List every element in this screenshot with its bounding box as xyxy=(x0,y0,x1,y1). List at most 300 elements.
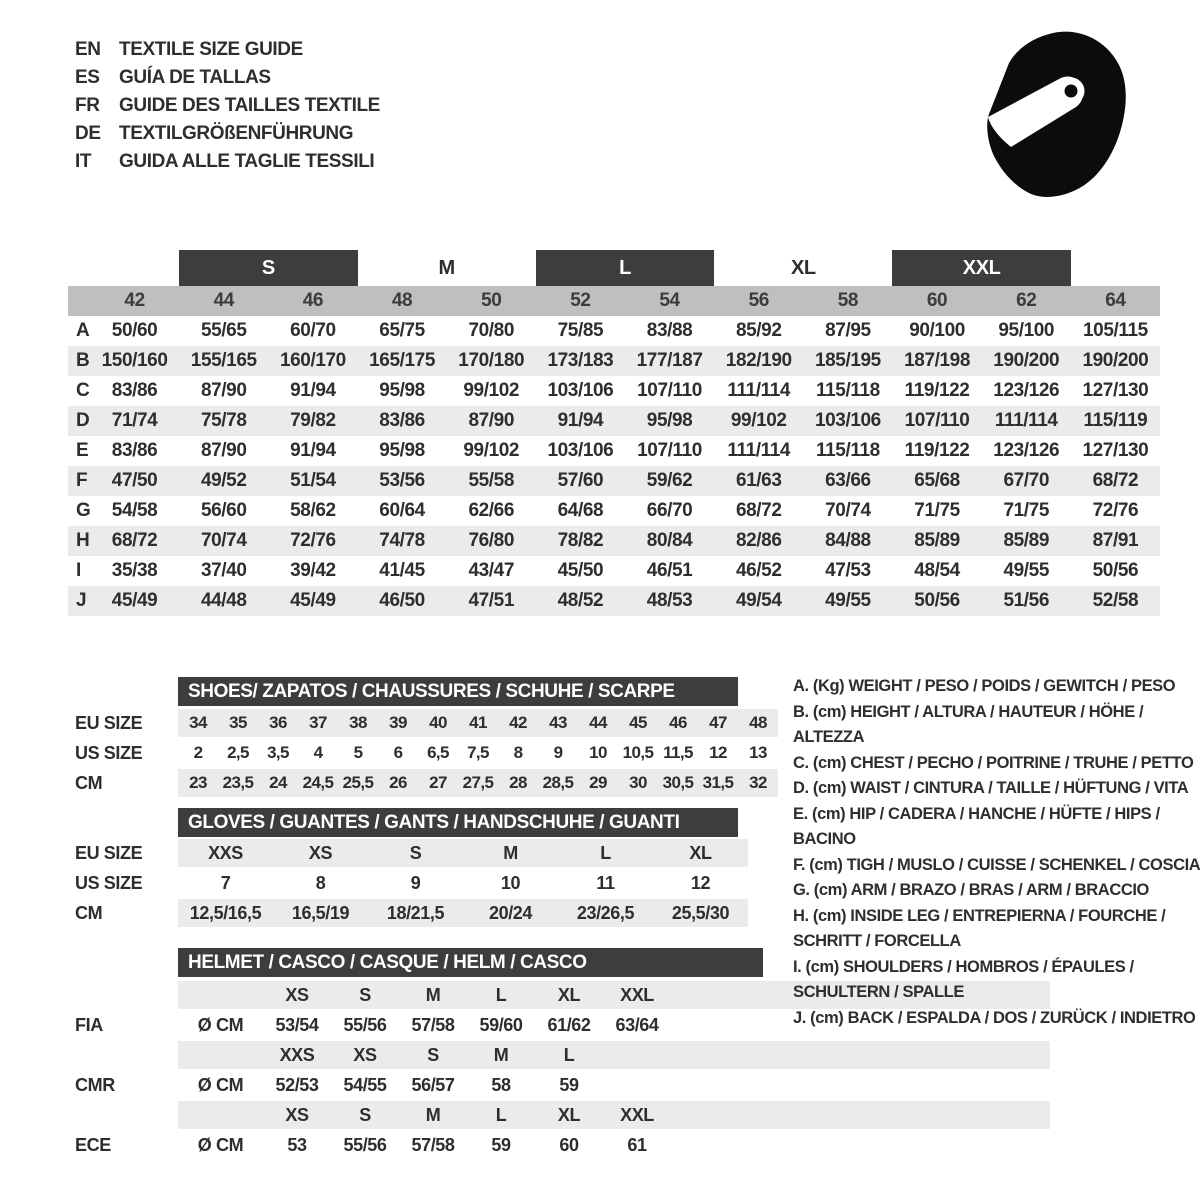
value-cell: 48/52 xyxy=(557,590,604,611)
measurement-legend xyxy=(793,674,1200,1031)
value-cell: 70/80 xyxy=(468,320,515,341)
value-cell: 32 xyxy=(749,773,767,792)
value-cell: 6 xyxy=(393,743,403,762)
value-cell: 71/74 xyxy=(111,410,158,431)
measure-row-c xyxy=(68,376,1160,406)
value-cell: XL xyxy=(689,842,712,863)
row-band xyxy=(178,1071,1050,1099)
value-cell: XS xyxy=(308,842,333,863)
value-cell: 10,5 xyxy=(622,743,654,762)
value-cell: M xyxy=(493,1044,509,1065)
diameter-label: Ø CM xyxy=(197,1014,244,1035)
value-cell: 46/50 xyxy=(379,590,425,611)
value-cell: 61 xyxy=(627,1134,647,1155)
helmet-section-title: HELMET / CASCO / CASQUE / HELM / CASCO xyxy=(178,948,763,977)
language-code: DE xyxy=(75,123,101,144)
value-cell: 52/53 xyxy=(275,1074,319,1095)
standard-label xyxy=(68,1040,178,1070)
language-title: GUIDE DES TAILLES TEXTILE xyxy=(119,95,380,116)
row-label: CM xyxy=(75,772,103,793)
value-cell: 84/88 xyxy=(825,530,871,551)
value-cell: 46/52 xyxy=(735,560,782,581)
value-cell xyxy=(603,1041,671,1069)
value-cell: 24 xyxy=(269,773,287,792)
value-cell: 68/72 xyxy=(111,530,158,551)
value-cell: 38 xyxy=(349,713,367,732)
value-cell: 190/200 xyxy=(993,350,1060,371)
value-cell: 25,5/30 xyxy=(671,902,730,923)
value-cell: 59 xyxy=(491,1134,511,1155)
value-cell: 71/75 xyxy=(1003,500,1050,521)
size-number: 64 xyxy=(1105,290,1126,311)
legend-item: D. (cm) WAIST / CINTURA / TAILLE / HÜFTUNG / VITA xyxy=(793,779,1189,797)
value-cell: 105/115 xyxy=(1082,320,1148,341)
value-cell: 60/64 xyxy=(379,500,425,521)
size-group-s: S xyxy=(179,250,357,286)
racing-helmet-icon xyxy=(975,25,1135,210)
value-cell: 59/62 xyxy=(646,470,693,491)
language-row xyxy=(75,92,380,120)
value-cell: 8 xyxy=(513,743,523,762)
value-cell: 47/51 xyxy=(468,590,515,611)
value-cell: 58 xyxy=(491,1074,511,1095)
legend-item: F. (cm) TIGH / MUSLO / CUISSE / SCHENKEL / COSCIA xyxy=(793,855,1200,874)
shoes-row xyxy=(68,768,778,798)
value-cell: 26 xyxy=(389,773,407,792)
measure-row-e xyxy=(68,436,1160,466)
language-title: GUÍA DE TALLAS xyxy=(119,67,271,88)
diameter-label xyxy=(178,1101,263,1129)
value-cell: XS xyxy=(285,984,309,1005)
value-cell: 103/106 xyxy=(547,440,614,461)
row-label: US SIZE xyxy=(75,742,143,763)
language-row xyxy=(75,120,380,148)
value-cell: 49/52 xyxy=(200,470,247,491)
value-cell: 44 xyxy=(589,713,607,732)
value-cell: 103/106 xyxy=(814,410,881,431)
value-cell: 51/54 xyxy=(290,470,336,491)
value-cell: 50/60 xyxy=(111,320,158,341)
measure-row-b xyxy=(68,346,1160,376)
row-band xyxy=(178,739,778,767)
value-cell: 61/63 xyxy=(735,470,782,491)
legend-item: B. (cm) HEIGHT / ALTURA / HAUTEUR / HÖHE / ALTEZZA xyxy=(793,702,1144,746)
value-cell: XXS xyxy=(279,1044,315,1065)
value-cell: 119/122 xyxy=(904,440,970,461)
value-cell: 57/60 xyxy=(557,470,604,491)
value-cell: 13 xyxy=(749,743,767,762)
value-cell: 20/24 xyxy=(488,902,533,923)
value-cell: 9 xyxy=(553,743,563,762)
value-cell: 90/100 xyxy=(909,320,965,341)
value-cell: 23 xyxy=(189,773,207,792)
language-code: FR xyxy=(75,95,100,116)
value-cell: 95/100 xyxy=(998,320,1055,341)
row-letter: G xyxy=(76,500,91,521)
gloves-row xyxy=(68,838,748,868)
size-number: 46 xyxy=(302,290,324,311)
helmet-row xyxy=(68,1100,1050,1130)
value-cell: 71/75 xyxy=(914,500,960,521)
value-cell: 55/65 xyxy=(200,320,247,341)
value-cell: L xyxy=(495,1104,507,1125)
value-cell: 23/26,5 xyxy=(576,902,635,923)
value-cell: 70/74 xyxy=(200,530,247,551)
value-cell: 45/49 xyxy=(290,590,336,611)
value-cell: 78/82 xyxy=(557,530,604,551)
value-cell: 5 xyxy=(353,743,363,762)
value-cell: 187/198 xyxy=(904,350,971,371)
helmet-row xyxy=(68,1130,1050,1160)
value-cell: 55/56 xyxy=(343,1014,387,1035)
value-cell: XS xyxy=(353,1044,377,1065)
value-cell: 91/94 xyxy=(290,440,336,461)
size-group-xl: XL xyxy=(790,256,816,279)
value-cell: M xyxy=(425,1104,441,1125)
value-cell: 190/200 xyxy=(1082,350,1149,371)
size-number: 62 xyxy=(1016,290,1037,311)
value-cell: 6,5 xyxy=(427,743,449,762)
value-cell: 95/98 xyxy=(379,440,425,461)
value-cell: 67/70 xyxy=(1003,470,1050,491)
diameter-label: Ø CM xyxy=(197,1134,244,1155)
value-cell: 82/86 xyxy=(735,530,782,551)
value-cell: 75/85 xyxy=(557,320,604,341)
value-cell: 48/54 xyxy=(914,560,960,581)
value-cell: 42 xyxy=(509,713,527,732)
value-cell: 60 xyxy=(559,1134,579,1155)
value-cell: 47/50 xyxy=(111,470,158,491)
value-cell: 70/74 xyxy=(825,500,871,521)
value-cell: 18/21,5 xyxy=(386,902,445,923)
value-cell: 48/53 xyxy=(646,590,693,611)
value-cell: 29 xyxy=(589,773,607,792)
value-cell: 63/64 xyxy=(615,1014,659,1035)
value-cell: 115/118 xyxy=(816,440,880,461)
value-cell: 80/84 xyxy=(646,530,693,551)
value-cell: 119/122 xyxy=(904,380,970,401)
value-cell: 56/57 xyxy=(411,1074,455,1095)
row-letter: J xyxy=(76,590,87,611)
value-cell: 87/90 xyxy=(200,440,247,461)
measure-row-f xyxy=(68,466,1160,496)
value-cell: M xyxy=(425,984,441,1005)
row-label: CM xyxy=(75,902,103,923)
value-cell: 8 xyxy=(315,872,326,893)
legend-item: H. (cm) INSIDE LEG / ENTREPIERNA / FOURCHE / SCHRITT / FORCELLA xyxy=(793,906,1166,950)
value-cell: 54/55 xyxy=(343,1074,387,1095)
value-cell: 43 xyxy=(549,713,567,732)
value-cell: 34 xyxy=(189,713,207,732)
value-cell: 55/56 xyxy=(343,1134,387,1155)
shoes-row xyxy=(68,708,778,738)
gloves-row xyxy=(68,898,748,928)
language-row xyxy=(75,148,380,176)
value-cell: 37 xyxy=(309,713,327,732)
row-letter: C xyxy=(76,380,90,401)
value-cell: XL xyxy=(557,1104,581,1125)
size-number: 50 xyxy=(481,290,502,311)
size-number: 60 xyxy=(926,290,948,311)
value-cell: 63/66 xyxy=(825,470,871,491)
value-cell: 49/54 xyxy=(735,590,782,611)
value-cell: 16,5/19 xyxy=(291,902,350,923)
value-cell: 11,5 xyxy=(663,743,693,762)
value-cell: 28 xyxy=(509,773,527,792)
row-letter: E xyxy=(76,440,89,461)
row-band xyxy=(178,899,748,927)
value-cell: 91/94 xyxy=(290,380,336,401)
standard-label xyxy=(68,1100,178,1130)
value-cell: 107/110 xyxy=(637,380,702,401)
value-cell: 37/40 xyxy=(200,560,247,581)
row-letter: F xyxy=(76,470,88,491)
value-cell: 68/72 xyxy=(735,500,782,521)
row-letter: I xyxy=(76,560,81,581)
row-band xyxy=(178,1101,1050,1129)
row-letter: H xyxy=(76,530,90,551)
value-cell: 83/86 xyxy=(379,410,425,431)
size-group-m: M xyxy=(438,256,455,279)
value-cell: 35/38 xyxy=(111,560,158,581)
value-cell: 52/58 xyxy=(1092,590,1139,611)
size-number: 42 xyxy=(124,290,145,311)
size-number: 52 xyxy=(570,290,591,311)
size-number: 58 xyxy=(837,290,859,311)
row-label: EU SIZE xyxy=(75,842,143,863)
value-cell: 59/60 xyxy=(479,1014,523,1035)
value-cell: 85/92 xyxy=(735,320,782,341)
value-cell: 49/55 xyxy=(1003,560,1050,581)
size-group-xxl: XXL xyxy=(892,250,1070,286)
value-cell: 27,5 xyxy=(462,773,494,792)
value-cell: XXL xyxy=(620,1104,654,1125)
value-cell: 83/86 xyxy=(111,380,158,401)
language-code: IT xyxy=(75,151,92,172)
value-cell: 41/45 xyxy=(379,560,425,581)
value-cell: 72/76 xyxy=(290,530,336,551)
measure-row-h xyxy=(68,526,1160,556)
value-cell: 87/90 xyxy=(468,410,515,431)
row-band xyxy=(178,839,748,867)
diameter-label: Ø CM xyxy=(197,1074,244,1095)
language-title: TEXTILGRÖßENFÜHRUNG xyxy=(119,123,354,144)
value-cell: 65/68 xyxy=(914,470,960,491)
size-group-header xyxy=(68,250,1160,286)
legend-item: J. (cm) BACK / ESPALDA / DOS / ZURÜCK / INDIETRO xyxy=(793,1008,1196,1027)
value-cell: 46/51 xyxy=(646,560,693,581)
helmet-row xyxy=(68,1070,1050,1100)
value-cell: 185/195 xyxy=(814,350,881,371)
value-cell: 41 xyxy=(469,713,487,732)
measurement-table xyxy=(68,316,1160,616)
measure-row-i xyxy=(68,556,1160,586)
standard-label: CMR xyxy=(75,1074,115,1095)
value-cell: 76/80 xyxy=(468,530,515,551)
value-cell: 87/95 xyxy=(825,320,871,341)
gloves-section-title: GLOVES / GUANTES / GANTS / HANDSCHUHE / GUANTI xyxy=(178,808,738,837)
value-cell: 40 xyxy=(429,713,447,732)
value-cell: 7,5 xyxy=(467,743,489,762)
value-cell: 99/102 xyxy=(730,410,787,431)
value-cell: 165/175 xyxy=(369,350,436,371)
value-cell: 57/58 xyxy=(411,1134,455,1155)
value-cell: 39 xyxy=(389,713,407,732)
value-cell: 2 xyxy=(193,743,203,762)
value-cell: 99/102 xyxy=(463,380,520,401)
value-cell: 177/187 xyxy=(636,350,703,371)
value-cell: 173/183 xyxy=(547,350,614,371)
value-cell: 30 xyxy=(629,773,647,792)
value-cell: 47 xyxy=(709,713,727,732)
shoes-section-title: SHOES/ ZAPATOS / CHAUSSURES / SCHUHE / SCARPE xyxy=(178,677,738,706)
diameter-label xyxy=(178,1041,263,1069)
value-cell xyxy=(603,1071,671,1099)
measure-row-j xyxy=(68,586,1160,616)
language-title: GUIDA ALLE TAGLIE TESSILI xyxy=(119,151,375,172)
value-cell: 24,5 xyxy=(302,773,334,792)
row-band xyxy=(178,769,778,797)
size-number: 44 xyxy=(213,290,234,311)
row-letter: A xyxy=(76,320,90,341)
row-band xyxy=(178,869,748,897)
value-cell: 55/58 xyxy=(468,470,515,491)
value-cell: 44/48 xyxy=(200,590,247,611)
value-cell: 23,5 xyxy=(222,773,254,792)
row-band xyxy=(178,1041,1050,1069)
value-cell: 111/114 xyxy=(727,440,791,461)
value-cell: 170/180 xyxy=(458,350,525,371)
value-cell: 103/106 xyxy=(547,380,614,401)
row-band xyxy=(178,709,778,737)
value-cell: 85/89 xyxy=(1003,530,1050,551)
value-cell: S xyxy=(359,984,371,1005)
value-cell: 53 xyxy=(287,1134,307,1155)
gloves-table xyxy=(68,838,748,928)
legend-item: A. (Kg) WEIGHT / PESO / POIDS / GEWITCH / PESO xyxy=(793,677,1176,695)
value-cell: 59 xyxy=(559,1074,579,1095)
value-cell: 30,5 xyxy=(662,773,694,792)
value-cell: 12 xyxy=(709,743,727,762)
value-cell: 182/190 xyxy=(725,350,792,371)
helmet-row xyxy=(68,1040,1050,1070)
legend-item: I. (cm) SHOULDERS / HOMBROS / ÉPAULES / SCHULTERN / SPALLE xyxy=(793,957,1134,1001)
value-cell: L xyxy=(600,842,611,863)
value-cell: 53/56 xyxy=(379,470,425,491)
value-cell: 99/102 xyxy=(463,440,520,461)
value-cell: 123/126 xyxy=(993,380,1060,401)
gloves-row xyxy=(68,868,748,898)
row-label: EU SIZE xyxy=(75,712,143,733)
value-cell: 115/118 xyxy=(816,380,880,401)
value-cell: 54/58 xyxy=(111,500,158,521)
value-cell: M xyxy=(503,842,518,863)
value-cell: 45/50 xyxy=(557,560,604,581)
value-cell: 49/55 xyxy=(825,590,871,611)
language-code: EN xyxy=(75,39,101,60)
value-cell: XS xyxy=(285,1104,309,1125)
language-title-list xyxy=(75,36,380,176)
value-cell: 3,5 xyxy=(267,743,289,762)
value-cell: 62/66 xyxy=(468,500,515,521)
value-cell: 83/86 xyxy=(111,440,158,461)
value-cell: 28,5 xyxy=(542,773,574,792)
value-cell: 111/114 xyxy=(994,410,1058,431)
value-cell: 66/70 xyxy=(646,500,693,521)
standard-label xyxy=(68,980,178,1010)
size-number: 54 xyxy=(659,290,680,311)
language-code: ES xyxy=(75,67,100,88)
legend-item: G. (cm) ARM / BRAZO / BRAS / ARM / BRACCIO xyxy=(793,881,1149,899)
legend-item: E. (cm) HIP / CADERA / HANCHE / HÜFTE / HIPS / BACINO xyxy=(793,804,1160,848)
value-cell: 25,5 xyxy=(342,773,374,792)
measure-row-a xyxy=(68,316,1160,346)
value-cell: S xyxy=(409,842,422,863)
value-cell: 50/56 xyxy=(1092,560,1139,581)
size-number: 48 xyxy=(391,290,413,311)
value-cell: 9 xyxy=(410,872,421,893)
value-cell: 12 xyxy=(690,872,711,893)
measure-row-d xyxy=(68,406,1160,436)
value-cell: 91/94 xyxy=(557,410,604,431)
value-cell: 51/56 xyxy=(1003,590,1050,611)
value-cell: 46 xyxy=(669,713,687,732)
value-cell: 47/53 xyxy=(825,560,871,581)
value-cell: L xyxy=(563,1044,575,1065)
value-cell: 74/78 xyxy=(379,530,425,551)
value-cell: L xyxy=(495,984,507,1005)
value-cell: 2,5 xyxy=(227,743,249,762)
row-label: US SIZE xyxy=(75,872,143,893)
value-cell: 127/130 xyxy=(1082,380,1149,401)
size-group-l: L xyxy=(536,250,714,286)
value-cell: 107/110 xyxy=(904,410,970,431)
value-cell: 64/68 xyxy=(557,500,604,521)
value-cell: 83/88 xyxy=(646,320,693,341)
value-cell: 72/76 xyxy=(1092,500,1139,521)
value-cell: XL xyxy=(557,984,581,1005)
size-number-band xyxy=(68,286,1160,316)
shoes-row xyxy=(68,738,778,768)
value-cell: 65/75 xyxy=(379,320,425,341)
diameter-label xyxy=(178,981,263,1009)
value-cell: 36 xyxy=(269,713,287,732)
language-title: TEXTILE SIZE GUIDE xyxy=(119,39,303,60)
row-band xyxy=(178,1131,1050,1159)
value-cell: 45 xyxy=(629,713,647,732)
value-cell: 57/58 xyxy=(411,1014,455,1035)
value-cell: 27 xyxy=(429,773,447,792)
value-cell: 4 xyxy=(313,743,323,762)
value-cell: 155/165 xyxy=(190,350,257,371)
shoes-table xyxy=(68,708,778,798)
value-cell: 7 xyxy=(220,872,231,893)
value-cell: 61/62 xyxy=(547,1014,591,1035)
legend-item: C. (cm) CHEST / PECHO / POITRINE / TRUHE / PETTO xyxy=(793,753,1194,772)
value-cell: 45/49 xyxy=(111,590,158,611)
value-cell: S xyxy=(359,1104,371,1125)
language-row xyxy=(75,64,380,92)
value-cell: 160/170 xyxy=(279,350,346,371)
row-letter: B xyxy=(76,350,90,371)
size-number: 56 xyxy=(748,290,769,311)
value-cell: 79/82 xyxy=(290,410,336,431)
value-cell: 39/42 xyxy=(290,560,336,581)
value-cell: 50/56 xyxy=(914,590,960,611)
value-cell: 87/90 xyxy=(200,380,247,401)
value-cell: 115/119 xyxy=(1083,410,1148,431)
value-cell: 123/126 xyxy=(993,440,1060,461)
